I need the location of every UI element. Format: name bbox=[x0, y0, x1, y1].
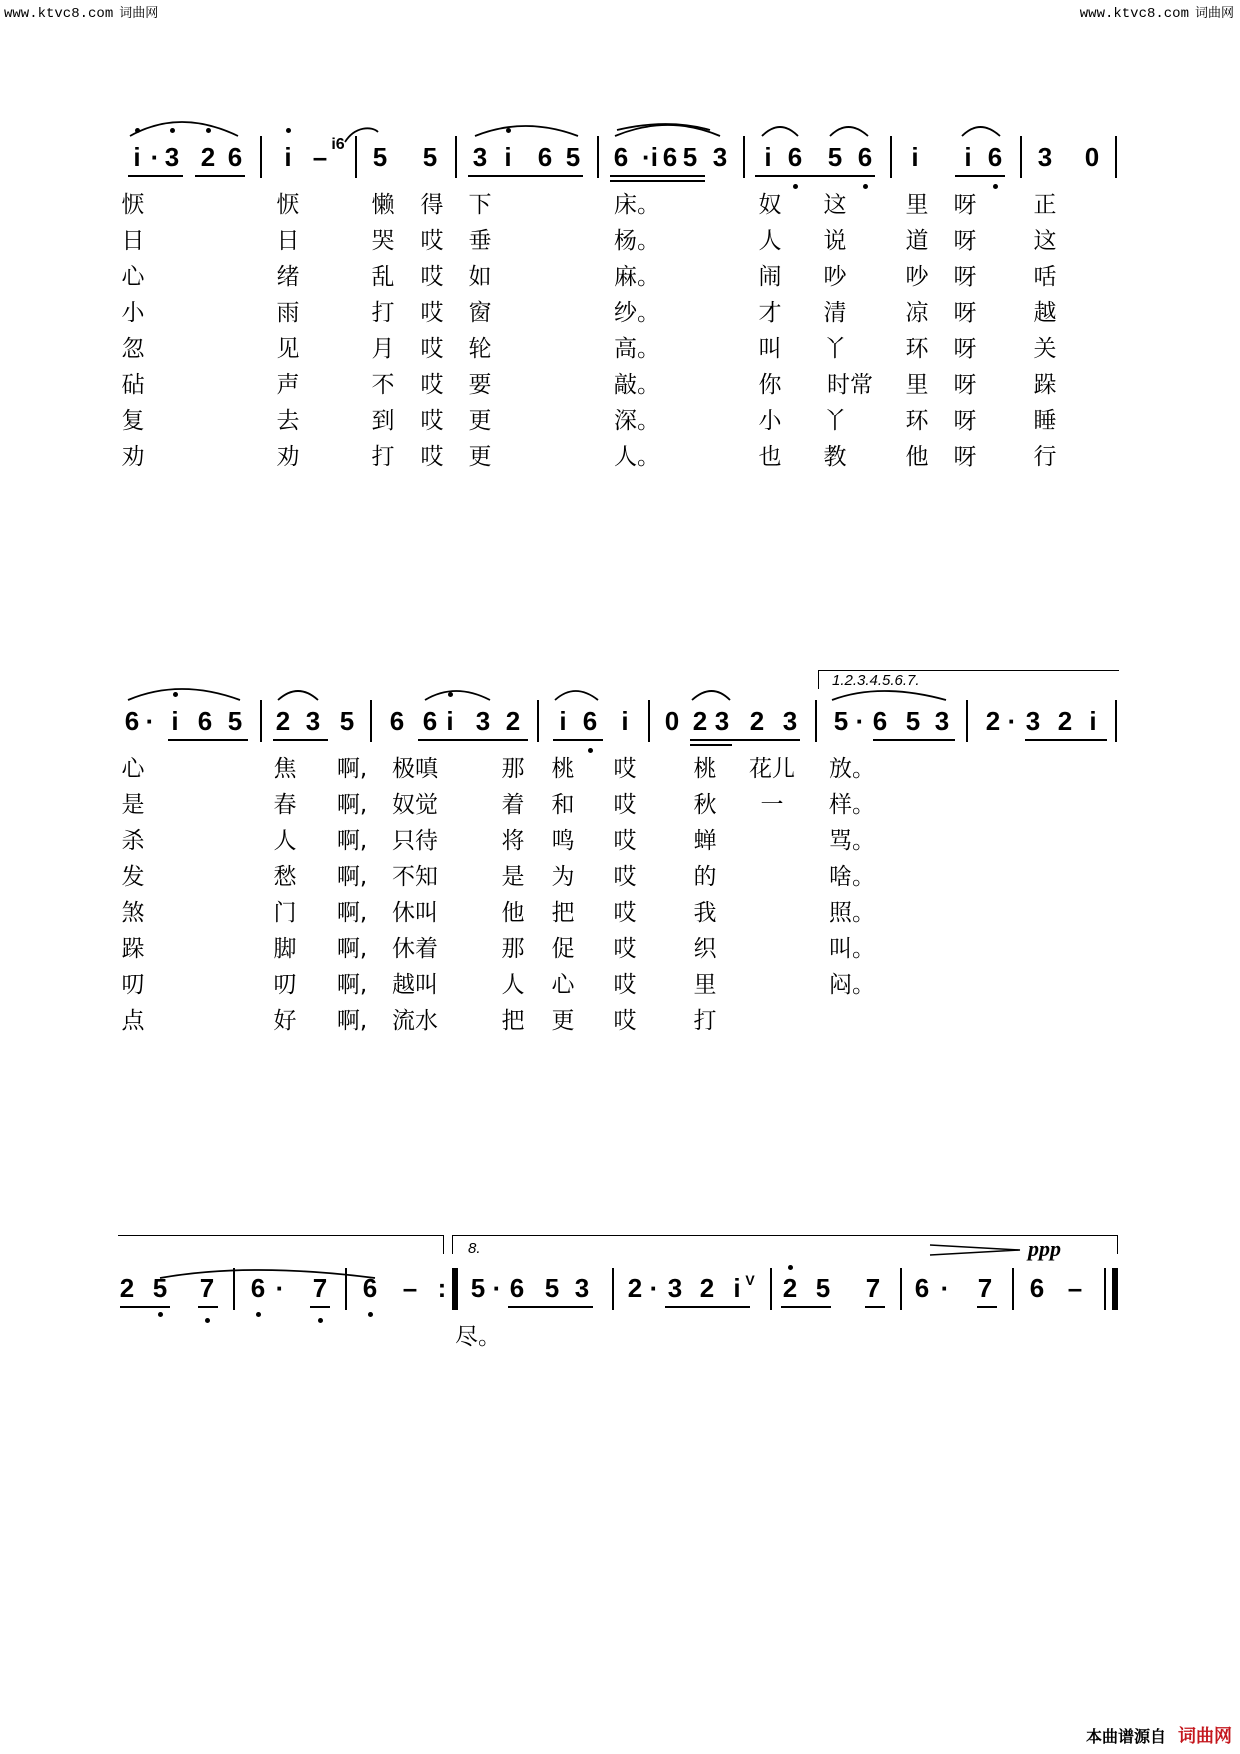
note: 6 bbox=[662, 142, 678, 172]
lyric: 打 bbox=[371, 300, 395, 326]
note: i bbox=[733, 1273, 741, 1303]
lyric: 这 bbox=[823, 192, 847, 218]
lyric: 桃 bbox=[551, 756, 575, 782]
note: 6 bbox=[124, 706, 140, 736]
lyric: 人 bbox=[501, 972, 525, 998]
lyric: 打 bbox=[371, 444, 395, 470]
lyric: 纱。 bbox=[614, 300, 660, 326]
lyric: 砧 bbox=[121, 372, 145, 398]
lyric: 哎 bbox=[613, 864, 637, 890]
lyric: 织 bbox=[693, 936, 717, 962]
lyric: 啊, bbox=[336, 900, 368, 926]
lyric: 咶 bbox=[1033, 264, 1057, 290]
lyric: 教 bbox=[823, 444, 847, 470]
note: 5 bbox=[339, 706, 355, 736]
lyric: 样。 bbox=[829, 792, 875, 818]
lyric: 啊, bbox=[336, 756, 368, 782]
lyric: 哎 bbox=[613, 936, 637, 962]
note: 0 bbox=[1084, 142, 1100, 172]
lyric: 人 bbox=[273, 828, 297, 854]
note: 6 bbox=[389, 706, 405, 736]
lyric: 啊, bbox=[336, 1008, 368, 1034]
underline bbox=[508, 1306, 593, 1308]
lyric: 时常 bbox=[827, 372, 873, 398]
repeat-barline bbox=[452, 1268, 458, 1310]
note: 3 bbox=[472, 142, 488, 172]
note: 2 bbox=[200, 142, 216, 172]
lyric: 恹 bbox=[276, 192, 300, 218]
octave-dot bbox=[256, 1312, 261, 1317]
lyric: 关 bbox=[1033, 336, 1057, 362]
barline bbox=[770, 1268, 772, 1310]
note: 6 bbox=[227, 142, 243, 172]
barline bbox=[1012, 1268, 1014, 1310]
note: 2 bbox=[627, 1273, 643, 1303]
lyric: 劝 bbox=[121, 444, 145, 470]
lyric: 行 bbox=[1033, 444, 1057, 470]
lyric: 春 bbox=[273, 792, 297, 818]
note: ·i bbox=[642, 142, 658, 172]
note: 2 bbox=[275, 706, 291, 736]
lyric: 啊, bbox=[336, 936, 368, 962]
lyric: 杀 bbox=[121, 828, 145, 854]
lyric: 哎 bbox=[613, 792, 637, 818]
lyric: 啊, bbox=[336, 828, 368, 854]
lyric: 凉 bbox=[905, 300, 929, 326]
lyric: 复 bbox=[121, 408, 145, 434]
note: i bbox=[284, 142, 292, 172]
lyric: 啊, bbox=[336, 864, 368, 890]
lyric: 人。 bbox=[614, 444, 660, 470]
lyric: 更 bbox=[468, 444, 492, 470]
note: 2 bbox=[1057, 706, 1073, 736]
lyric: 跺 bbox=[1033, 372, 1057, 398]
note: 5 bbox=[372, 142, 388, 172]
note: 2 bbox=[782, 1273, 798, 1303]
lyric: 他 bbox=[905, 444, 929, 470]
note: 5 bbox=[827, 142, 843, 172]
underline bbox=[977, 1306, 997, 1308]
lyric: 叫。 bbox=[829, 936, 875, 962]
header-url-right: www.ktvc8.com 词曲网 bbox=[1079, 6, 1234, 22]
lyric: 窗 bbox=[468, 300, 492, 326]
lyric: 雨 bbox=[276, 300, 300, 326]
lyric: 吵 bbox=[905, 264, 929, 290]
note: 3 bbox=[574, 1273, 590, 1303]
note: 5 bbox=[152, 1273, 168, 1303]
lyric: 里 bbox=[905, 372, 929, 398]
lyric: 放。 bbox=[829, 756, 875, 782]
lyric: 奴 bbox=[758, 192, 782, 218]
lyric: 深。 bbox=[614, 408, 660, 434]
lyric: 哎 bbox=[420, 264, 444, 290]
lyric: 也 bbox=[758, 444, 782, 470]
lyric: 哎 bbox=[420, 300, 444, 326]
lyric: 杨。 bbox=[614, 228, 660, 254]
barline bbox=[1104, 1268, 1106, 1310]
note-dot: · bbox=[940, 1273, 950, 1303]
final-barline bbox=[1112, 1268, 1118, 1310]
lyric: 哎 bbox=[613, 756, 637, 782]
note: 6 bbox=[613, 142, 629, 172]
lyric: 哎 bbox=[420, 372, 444, 398]
lyric: 愁 bbox=[273, 864, 297, 890]
lyric: 不 bbox=[371, 372, 395, 398]
lyric: 道 bbox=[905, 228, 929, 254]
note: 3 bbox=[1037, 142, 1053, 172]
note: 7 bbox=[312, 1273, 328, 1303]
lyric: 吵 bbox=[823, 264, 847, 290]
lyric: 将 bbox=[501, 828, 525, 854]
note: 2 bbox=[699, 1273, 715, 1303]
note: 6 bbox=[537, 142, 553, 172]
underline bbox=[120, 1306, 170, 1308]
note: 5 bbox=[565, 142, 581, 172]
header-url-left: www.ktvc8.com 词曲网 bbox=[4, 6, 159, 22]
lyric: 哎 bbox=[420, 228, 444, 254]
lyric: 是 bbox=[121, 792, 145, 818]
note: 2 bbox=[119, 1273, 135, 1303]
lyric: 睡 bbox=[1033, 408, 1057, 434]
lyric: 奴觉 bbox=[392, 792, 438, 818]
note: i bbox=[504, 142, 512, 172]
lyric: 桃 bbox=[693, 756, 717, 782]
lyric: 劝 bbox=[276, 444, 300, 470]
lyric: 心 bbox=[551, 972, 575, 998]
lyric: 啥。 bbox=[829, 864, 875, 890]
lyric: 哭 bbox=[371, 228, 395, 254]
note: 5 bbox=[833, 706, 849, 736]
lyric: 把 bbox=[501, 1008, 525, 1034]
octave-dot bbox=[368, 1312, 373, 1317]
lyric: 敲。 bbox=[614, 372, 660, 398]
lyric: 发 bbox=[121, 864, 145, 890]
note-dot: · bbox=[275, 1273, 285, 1303]
note: 6 bbox=[914, 1273, 930, 1303]
lyric: 丫 bbox=[823, 408, 847, 434]
lyric: 更 bbox=[551, 1008, 575, 1034]
underline bbox=[781, 1306, 831, 1308]
lyric: 极嗔 bbox=[392, 756, 438, 782]
lyric: 呀 bbox=[953, 372, 977, 398]
note: 6 bbox=[250, 1273, 266, 1303]
lyric: 心 bbox=[121, 756, 145, 782]
note: 5 bbox=[905, 706, 921, 736]
note-dot: · bbox=[1007, 706, 1017, 736]
barline bbox=[900, 1268, 902, 1310]
note-dot: · bbox=[855, 706, 865, 736]
note: 5 bbox=[544, 1273, 560, 1303]
lyric: 那 bbox=[501, 756, 525, 782]
lyric: 小 bbox=[758, 408, 782, 434]
volta-label-2: 8. bbox=[468, 1240, 481, 1257]
lyric: 哎 bbox=[613, 972, 637, 998]
lyric: 正 bbox=[1033, 192, 1057, 218]
lyric: 他 bbox=[501, 900, 525, 926]
note: 7 bbox=[977, 1273, 993, 1303]
lyric: 叫 bbox=[758, 336, 782, 362]
lyric: 一 bbox=[760, 792, 784, 818]
lyric: 哎 bbox=[420, 336, 444, 362]
lyric: 更 bbox=[468, 408, 492, 434]
lyric: 见 bbox=[276, 336, 300, 362]
lyric: 麻。 bbox=[614, 264, 660, 290]
note-dash: – bbox=[1067, 1273, 1083, 1303]
lyric: 休叫 bbox=[392, 900, 438, 926]
barline bbox=[345, 1268, 347, 1310]
lyric: 促 bbox=[551, 936, 575, 962]
note: i bbox=[621, 706, 629, 736]
note: 3 bbox=[164, 142, 180, 172]
lyric: 才 bbox=[758, 300, 782, 326]
lyric: 打 bbox=[693, 1008, 717, 1034]
lyric: 哎 bbox=[420, 408, 444, 434]
note: 0 bbox=[664, 706, 680, 736]
note: 5 bbox=[682, 142, 698, 172]
note: 7 bbox=[865, 1273, 881, 1303]
lyric: 不知 bbox=[392, 864, 438, 890]
dynamic-marking: ppp bbox=[1028, 1236, 1061, 1261]
note: 2 bbox=[985, 706, 1001, 736]
lyric: 呀 bbox=[953, 228, 977, 254]
lyric: 床。 bbox=[614, 192, 660, 218]
note: 6 bbox=[509, 1273, 525, 1303]
lyrics-system-3 bbox=[0, 1318, 1240, 1348]
lyric: 小 bbox=[121, 300, 145, 326]
lyric: 你 bbox=[758, 372, 782, 398]
lyric: 尽。 bbox=[455, 1324, 501, 1350]
lyric: 声 bbox=[276, 372, 300, 398]
lyric: 呀 bbox=[953, 300, 977, 326]
lyric: 闷。 bbox=[829, 972, 875, 998]
lyric: 蝉 bbox=[693, 828, 717, 854]
repeat-sign: : bbox=[437, 1273, 447, 1303]
note-row-system-3 bbox=[0, 1273, 1240, 1305]
lyric: 里 bbox=[693, 972, 717, 998]
note: 6 bbox=[422, 706, 438, 736]
lyric: 越 bbox=[1033, 300, 1057, 326]
note: 2 bbox=[505, 706, 521, 736]
lyric: 得 bbox=[420, 192, 444, 218]
note: 3 bbox=[475, 706, 491, 736]
lyric: 清 bbox=[823, 300, 847, 326]
note: i bbox=[964, 142, 972, 172]
octave-dot bbox=[788, 1265, 793, 1270]
lyric: 流水 bbox=[392, 1008, 438, 1034]
lyric: 点 bbox=[121, 1008, 145, 1034]
octave-dot bbox=[158, 1312, 163, 1317]
note: 3 bbox=[305, 706, 321, 736]
lyric: 门 bbox=[273, 900, 297, 926]
note: 3 bbox=[1025, 706, 1041, 736]
lyric: 骂。 bbox=[829, 828, 875, 854]
lyric: 如 bbox=[468, 264, 492, 290]
lyric: 人 bbox=[758, 228, 782, 254]
lyric: 啊, bbox=[336, 972, 368, 998]
lyric: 是 bbox=[501, 864, 525, 890]
lyric: 叨 bbox=[273, 972, 297, 998]
note-dash: – bbox=[312, 142, 328, 172]
lyric: 越叫 bbox=[392, 972, 438, 998]
lyric: 绪 bbox=[276, 264, 300, 290]
note: i bbox=[764, 142, 772, 172]
lyric: 呀 bbox=[953, 192, 977, 218]
lyric: 呀 bbox=[953, 408, 977, 434]
underline bbox=[198, 1306, 218, 1308]
lyric: 哎 bbox=[420, 444, 444, 470]
note: i bbox=[133, 142, 141, 172]
lyric: 月 bbox=[371, 336, 395, 362]
lyric: 焦 bbox=[273, 756, 297, 782]
note: 5 bbox=[227, 706, 243, 736]
lyric: 脚 bbox=[273, 936, 297, 962]
lyric: 环 bbox=[905, 408, 929, 434]
lyric: 里 bbox=[905, 192, 929, 218]
source-footer: 本曲谱源自 词曲网 bbox=[1085, 1726, 1232, 1747]
lyric: 闹 bbox=[758, 264, 782, 290]
note-dot: · bbox=[492, 1273, 502, 1303]
note: i bbox=[446, 706, 454, 736]
note-dot: · bbox=[150, 142, 160, 172]
note: 6 bbox=[872, 706, 888, 736]
lyric: 哎 bbox=[613, 1008, 637, 1034]
volta-label-1: 1.2.3.4.5.6.7. bbox=[832, 672, 920, 689]
lyric: 叨 bbox=[121, 972, 145, 998]
lyric: 懒 bbox=[371, 192, 395, 218]
note: 6 bbox=[787, 142, 803, 172]
note: i bbox=[559, 706, 567, 736]
lyric: 这 bbox=[1033, 228, 1057, 254]
lyric: 丫 bbox=[823, 336, 847, 362]
lyric: 恹 bbox=[121, 192, 145, 218]
note: 6 bbox=[987, 142, 1003, 172]
note-dash: – bbox=[402, 1273, 418, 1303]
lyric: 啊, bbox=[336, 792, 368, 818]
note: 6 bbox=[197, 706, 213, 736]
note: i bbox=[171, 706, 179, 736]
lyric: 哎 bbox=[613, 828, 637, 854]
lyric: 说 bbox=[823, 228, 847, 254]
note: 5 bbox=[470, 1273, 486, 1303]
lyric: 高。 bbox=[614, 336, 660, 362]
lyric: 花儿 bbox=[749, 756, 795, 782]
lyric: 照。 bbox=[829, 900, 875, 926]
lyric: 跺 bbox=[121, 936, 145, 962]
breath-mark: V bbox=[745, 1272, 755, 1288]
brand-logo[interactable]: 词曲网 bbox=[1178, 1726, 1232, 1747]
note-dot: · bbox=[649, 1273, 659, 1303]
note: 3 bbox=[667, 1273, 683, 1303]
barline bbox=[233, 1268, 235, 1310]
note: 2 bbox=[692, 706, 708, 736]
note-dot: · bbox=[145, 706, 155, 736]
lyric: 把 bbox=[551, 900, 575, 926]
underline bbox=[665, 1306, 750, 1308]
barline bbox=[612, 1268, 614, 1310]
note: 5 bbox=[422, 142, 438, 172]
lyric: 垂 bbox=[468, 228, 492, 254]
lyric: 到 bbox=[371, 408, 395, 434]
underline bbox=[310, 1306, 330, 1308]
note: 2 bbox=[749, 706, 765, 736]
lyric: 和 bbox=[551, 792, 575, 818]
note: 6 bbox=[362, 1273, 378, 1303]
underline bbox=[865, 1306, 885, 1308]
lyric: 呀 bbox=[953, 336, 977, 362]
note: 6 bbox=[582, 706, 598, 736]
note: i bbox=[1089, 706, 1097, 736]
lyric: 忽 bbox=[121, 336, 145, 362]
note: 7 bbox=[199, 1273, 215, 1303]
note: 3 bbox=[714, 706, 730, 736]
lyric: 日 bbox=[276, 228, 300, 254]
lyric: 鸣 bbox=[551, 828, 575, 854]
note: 6 bbox=[857, 142, 873, 172]
note: i bbox=[911, 142, 919, 172]
note: 3 bbox=[712, 142, 728, 172]
note: 3 bbox=[782, 706, 798, 736]
lyric: 呀 bbox=[953, 264, 977, 290]
lyric: 为 bbox=[551, 864, 575, 890]
lyric: 那 bbox=[501, 936, 525, 962]
lyric: 环 bbox=[905, 336, 929, 362]
lyric: 好 bbox=[273, 1008, 297, 1034]
lyric: 轮 bbox=[468, 336, 492, 362]
lyric: 秋 bbox=[693, 792, 717, 818]
lyric: 休着 bbox=[392, 936, 438, 962]
lyric: 煞 bbox=[121, 900, 145, 926]
lyric: 乱 bbox=[371, 264, 395, 290]
lyric: 的 bbox=[693, 864, 717, 890]
lyric: 去 bbox=[276, 408, 300, 434]
lyric: 哎 bbox=[613, 900, 637, 926]
lyric: 只待 bbox=[392, 828, 438, 854]
note: 3 bbox=[934, 706, 950, 736]
lyric: 下 bbox=[468, 192, 492, 218]
note: 5 bbox=[815, 1273, 831, 1303]
lyric: 着 bbox=[501, 792, 525, 818]
lyric: 我 bbox=[693, 900, 717, 926]
note: 6 bbox=[1029, 1273, 1045, 1303]
lyric: 要 bbox=[468, 372, 492, 398]
lyric: 日 bbox=[121, 228, 145, 254]
lyric: 呀 bbox=[953, 444, 977, 470]
lyric: 心 bbox=[121, 264, 145, 290]
